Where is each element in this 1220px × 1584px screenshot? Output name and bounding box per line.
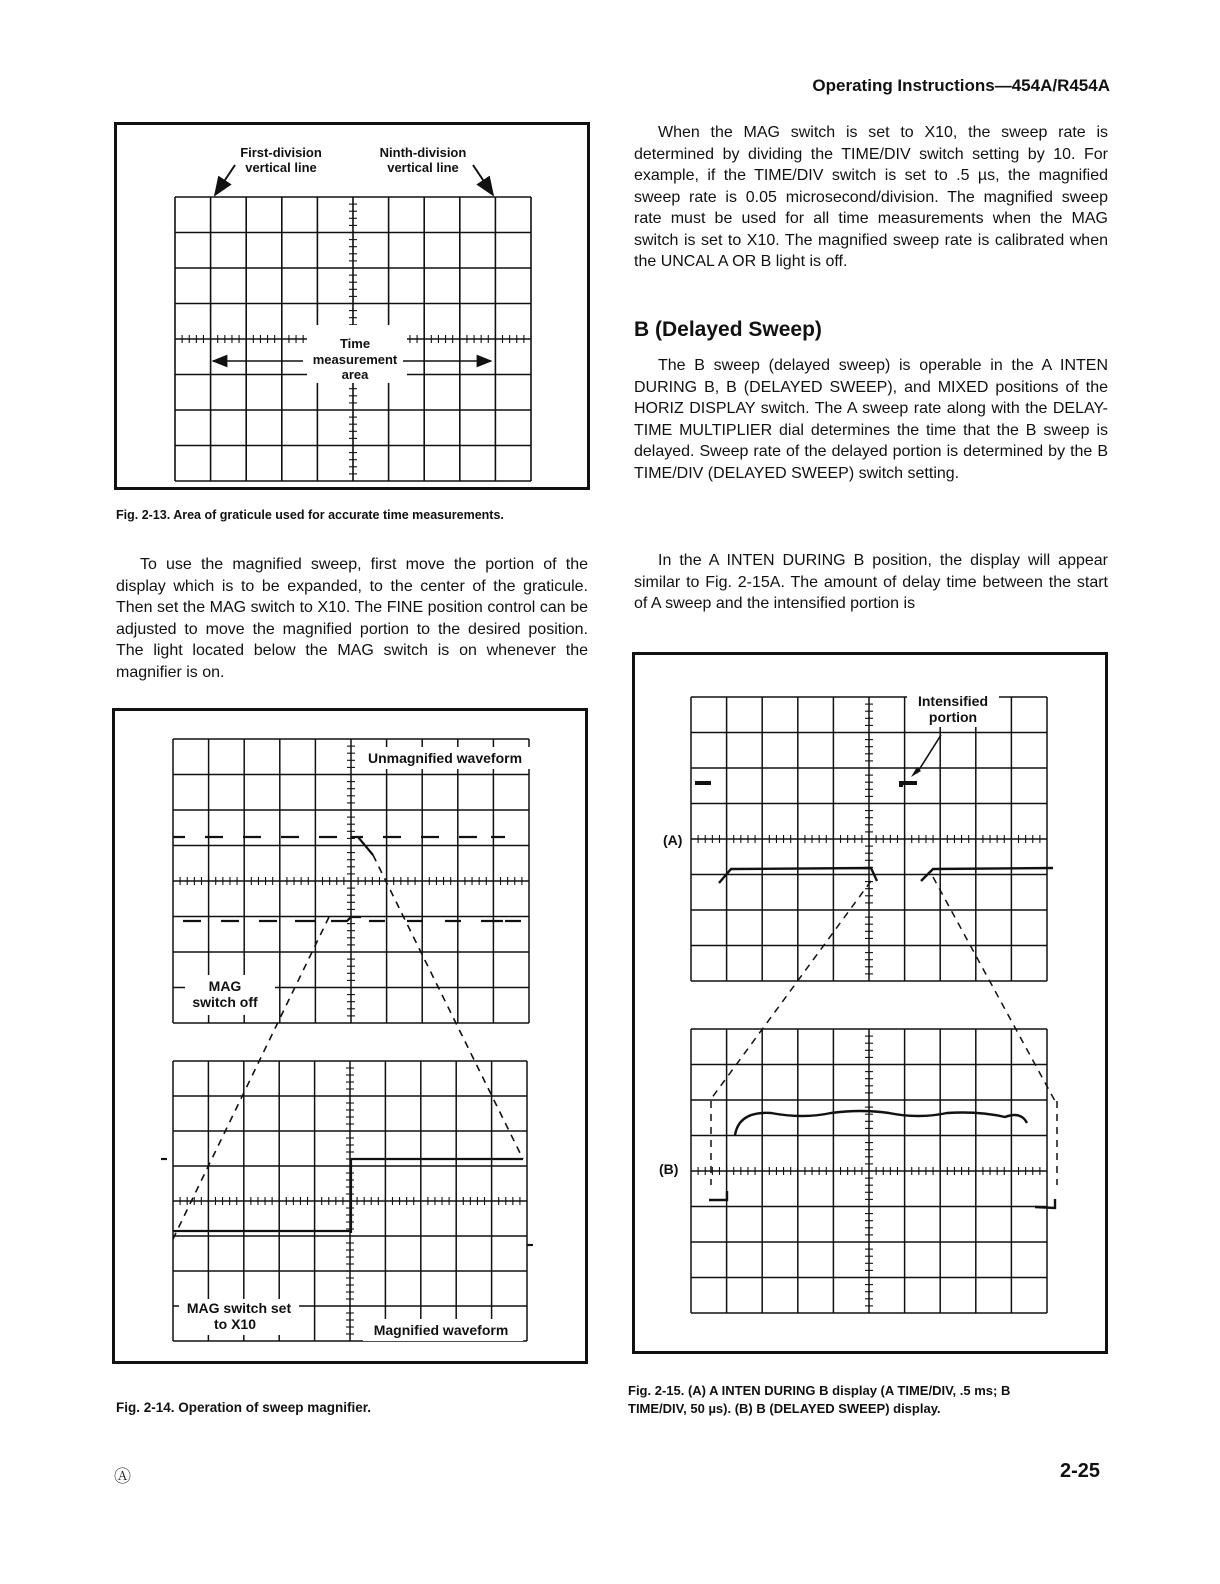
area-label: area bbox=[341, 367, 369, 382]
a-display-trace bbox=[695, 783, 1053, 883]
measurement-label: measurement bbox=[312, 352, 398, 367]
figure-2-15-caption-1: Fig. 2-15. (A) A INTEN DURING B display (A TIME/DIV, .5 ms; B bbox=[628, 1383, 1011, 1398]
mag-off-label: MAG bbox=[208, 978, 242, 994]
magnified-waveform-label: Magnified waveform bbox=[373, 1322, 509, 1338]
figure-2-15 bbox=[632, 652, 1108, 1354]
page-number: 2-25 bbox=[1060, 1460, 1101, 1482]
figure-2-14-caption: Fig. 2-14. Operation of sweep magnifier. bbox=[116, 1400, 372, 1415]
unmagnified-trace bbox=[173, 837, 521, 921]
projection-lines bbox=[173, 855, 523, 1239]
b-display-trace bbox=[709, 1111, 1055, 1208]
mag-x10-label-2: to X10 bbox=[213, 1316, 257, 1332]
unmagnified-waveform-label: Unmagnified waveform bbox=[367, 750, 523, 766]
label-a: (A) bbox=[663, 832, 683, 848]
intensified-label: Intensified bbox=[917, 693, 989, 709]
figure-2-14 bbox=[112, 708, 588, 1364]
right-paragraph-3: In the A INTEN DURING B position, the display will appear similar to Fig. 2-15A. The amount of delay time between the start of A sweep and the intensified portion is bbox=[634, 552, 1108, 612]
first-division-label: First-division bbox=[240, 145, 322, 160]
running-header: Operating Instructions—454A/R454A bbox=[812, 76, 1110, 95]
figure-2-13-caption: Fig. 2-13. Area of graticule used for accurate time measurements. bbox=[116, 508, 504, 522]
time-label: Time bbox=[339, 336, 371, 351]
right-paragraph-1: When the MAG switch is set to X10, the sweep rate is determined by dividing the TIME/DIV switch setting by 10. For example, if the TIME/DIV switch is set to .5 µs, the magnified sweep rate is 0.05 microsecond/division. The magnified sweep rate must be used for all time measurements when the MAG switch is set to X10. The magnified sweep rate is calibrated when the UNCAL A OR B light is off. bbox=[634, 124, 1108, 270]
first-division-label-2: vertical line bbox=[245, 160, 317, 175]
label-b: (B) bbox=[659, 1161, 679, 1177]
figure-2-13-graticule bbox=[117, 125, 587, 487]
mag-x10-label: MAG switch set bbox=[186, 1300, 292, 1316]
right-paragraph-2: The B sweep (delayed sweep) is operable in the A INTEN DURING B, B (DELAYED SWEEP), and MIXED positions of the HORIZ DISPLAY switch. The A sweep rate along with the DELAY-TIME MULTIPLIER dial determines the time that the B sweep is delayed. Sweep rate of the delayed portion is determined by the B TIME/DIV (DELAYED SWEEP) switch setting. bbox=[634, 357, 1108, 482]
figure-2-14-graticules bbox=[115, 711, 585, 1361]
ninth-division-label-2: vertical line bbox=[387, 160, 459, 175]
section-heading: B (Delayed Sweep) bbox=[634, 318, 822, 341]
mag-off-label-2: switch off bbox=[192, 994, 258, 1010]
portion-label: portion bbox=[928, 709, 978, 725]
figure-2-15-caption-2: TIME/DIV, 50 µs). (B) B (DELAYED SWEEP) display. bbox=[628, 1401, 941, 1416]
figure-2-13 bbox=[114, 122, 590, 490]
ninth-division-label: Ninth-division bbox=[379, 145, 467, 160]
figure-2-15-graticules bbox=[635, 655, 1105, 1351]
publisher-mark: Ⓐ bbox=[114, 1467, 131, 1486]
left-paragraph: To use the magnified sweep, first move the portion of the display which is to be expanded, to the center of the graticule. Then set the MAG switch to X10. The FINE position control can be adjusted to move the magnified portion to the desired position. The light located below the MAG switch is on whenever the magnifier is on. bbox=[116, 556, 588, 681]
